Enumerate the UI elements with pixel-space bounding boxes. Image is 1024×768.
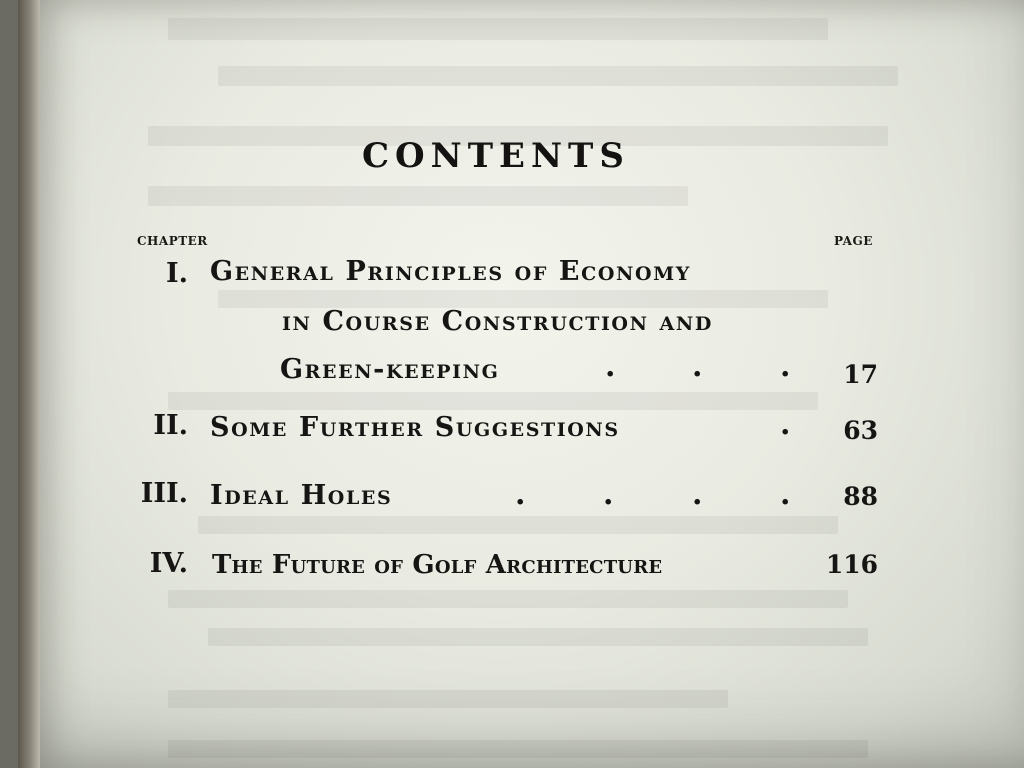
show-through-line bbox=[168, 740, 868, 758]
chapter-title-line: Some Further Suggestions bbox=[210, 412, 620, 443]
show-through-line bbox=[168, 392, 818, 410]
chapter-title-line: Green-keeping bbox=[280, 354, 500, 385]
page-number: 116 bbox=[825, 550, 878, 579]
dot-leader: . bbox=[515, 477, 526, 512]
page-number: 17 bbox=[843, 360, 878, 389]
show-through-line bbox=[148, 186, 688, 206]
chapter-title-line: General Principles of Economy bbox=[210, 256, 691, 287]
show-through-line bbox=[168, 690, 728, 708]
dot-leader: . bbox=[692, 477, 703, 512]
show-through-line bbox=[208, 628, 868, 646]
chapter-title-line: The Future of Golf Architecture bbox=[212, 550, 663, 580]
dot-leader: . bbox=[603, 477, 614, 512]
chapter-title-line: in Course Construction and bbox=[282, 306, 713, 337]
chapter-title-line: Ideal Holes bbox=[210, 480, 393, 511]
dot-leader: . bbox=[605, 349, 616, 384]
chapter-numeral: II. bbox=[153, 410, 188, 441]
chapter-numeral: IV. bbox=[149, 548, 188, 579]
chapter-numeral: I. bbox=[165, 258, 188, 289]
show-through-line bbox=[168, 590, 848, 608]
contents-heading: CONTENTS bbox=[362, 136, 630, 176]
page-edge-shadow bbox=[18, 0, 40, 768]
chapter-numeral: III. bbox=[140, 478, 188, 509]
show-through-line bbox=[168, 18, 828, 40]
dot-leader: . bbox=[780, 477, 791, 512]
page-number: 63 bbox=[843, 416, 878, 445]
page-column-label: PAGE bbox=[834, 234, 873, 248]
show-through-line bbox=[198, 516, 838, 534]
show-through-line bbox=[218, 66, 898, 86]
dot-leader: . bbox=[780, 407, 791, 442]
dot-leader: . bbox=[692, 349, 703, 384]
chapter-column-label: CHAPTER bbox=[137, 234, 208, 248]
dot-leader: . bbox=[780, 349, 791, 384]
page-number: 88 bbox=[843, 482, 878, 511]
